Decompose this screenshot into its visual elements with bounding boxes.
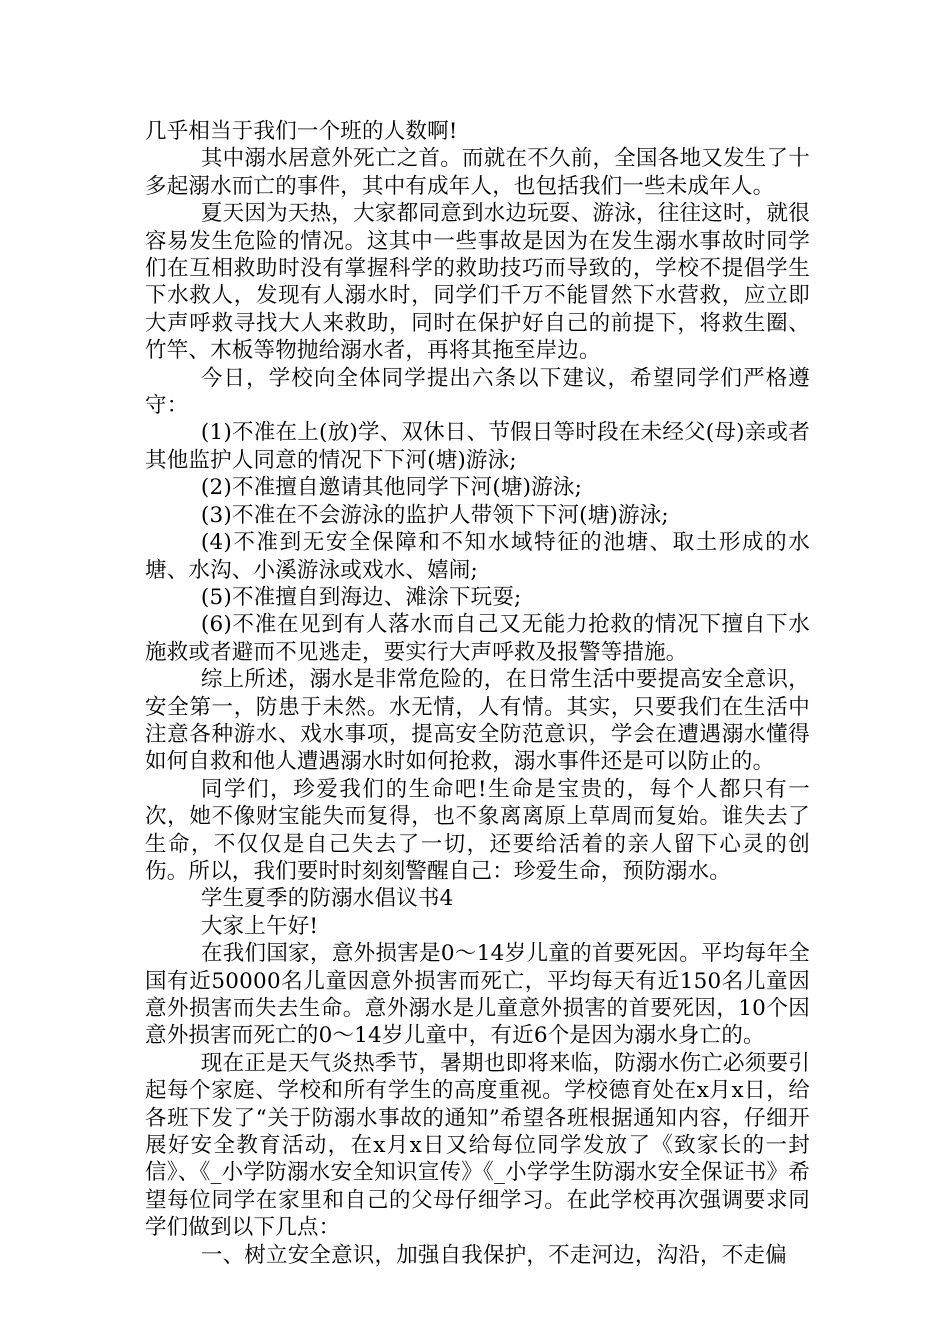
greeting: 大家上午好! (200, 913, 319, 939)
list-item: (3)不准在不会游泳的监护人带领下下河(塘)游泳; (200, 502, 669, 528)
paragraph: 几乎相当于我们一个班的人数啊! (145, 119, 458, 144)
paragraph: 综上所述，溺水是非常危险的，在日常生活中要提高安全意识，安全第一，防患于未然。水无情，人有情。其实，只要我们在生活中注意各种游水、戏水事项，提高安全防范意识，学会在遭遇溺水懂得如何自救和他人遭遇溺水时如何抢救，溺水事件还是可以防止的。 (145, 667, 810, 775)
section-heading: 学生夏季的防溺水倡议书4 (200, 886, 454, 912)
list-item: (1)不准在上(放)学、双休日、节假日等时段在未经父(母)亲或者其他监护人同意的情况下下河(塘)游泳; (145, 420, 810, 473)
paragraph: 一、树立安全意识，加强自我保护，不走河边，沟沿，不走偏 (200, 1242, 787, 1268)
paragraph: 夏天因为天热，大家都同意到水边玩耍、游泳，往往这时，就很容易发生危险的情况。这其中一些事故是因为在发生溺水事故时同学们在互相救助时没有掌握科学的救助技巧而导致的，学校不提倡学生下水救人，发现有人溺水时，同学们千万不能冒然下水营救，应立即大声呼救寻找大人来救助，同时在保护好自己的前提下，将救生圈、竹竿、木板等物抛给溺水者，再将其拖至岸边。 (145, 201, 810, 364)
paragraph: 其中溺水居意外死亡之首。而就在不久前，全国各地又发生了十多起溺水而亡的事件，其中有成年人，也包括我们一些未成年人。 (145, 146, 810, 199)
document-page (145, 118, 810, 1269)
list-item: (4)不准到无安全保障和不知水域特征的池塘、取土形成的水塘、水沟、小溪游泳或戏水、嬉闹; (145, 530, 810, 583)
paragraph: 今日，学校向全体同学提出六条以下建议，希望同学们严格遵守： (145, 365, 810, 419)
list-item: (2)不准擅自邀请其他同学下河(塘)游泳; (200, 475, 583, 501)
paragraph: 同学们，珍爱我们的生命吧!生命是宝贵的，每个人都只有一次，她不像财宝能失而复得，也不象离离原上草周而复始。谁失去了生命，不仅仅是自己失去了一切，还要给活着的亲人留下心灵的创伤。所以，我们要时时刻刻警醒自己：珍爱生命，预防溺水。 (145, 776, 810, 884)
list-item: (5)不准擅自到海边、滩涂下玩耍; (200, 584, 522, 610)
paragraph: 在我们国家，意外损害是0～14岁儿童的首要死因。平均每年全国有近50000名儿童因意外损害而死亡，平均每天有近150名儿童因意外损害而失去生命。意外溺水是儿童意外损害的首要死因，10个因意外损害而死亡的0～14岁儿童中，有近6个是因为溺水身亡的。 (145, 941, 810, 1049)
list-item: (6)不准在见到有人落水而自己又无能力抢救的情况下擅自下水施救或者避而不见逃走，要实行大声呼救及报警等措施。 (145, 612, 810, 665)
paragraph: 现在正是天气炎热季节，暑期也即将来临，防溺水伤亡必须要引起每个家庭、学校和所有学生的高度重视。学校德育处在x月x日，给各班下发了“关于防溺水事故的通知”希望各班根据通知内容，仔细开展好安全教育活动，在x月x日又给每位同学发放了《致家长的一封信》、《_小学防溺水安全知识宣传》《_小学学生防溺水安全保证书》希望每位同学在家里和自己的父母仔细学习。在此学校再次强调要求同学们做到以下几点： (145, 1050, 810, 1241)
